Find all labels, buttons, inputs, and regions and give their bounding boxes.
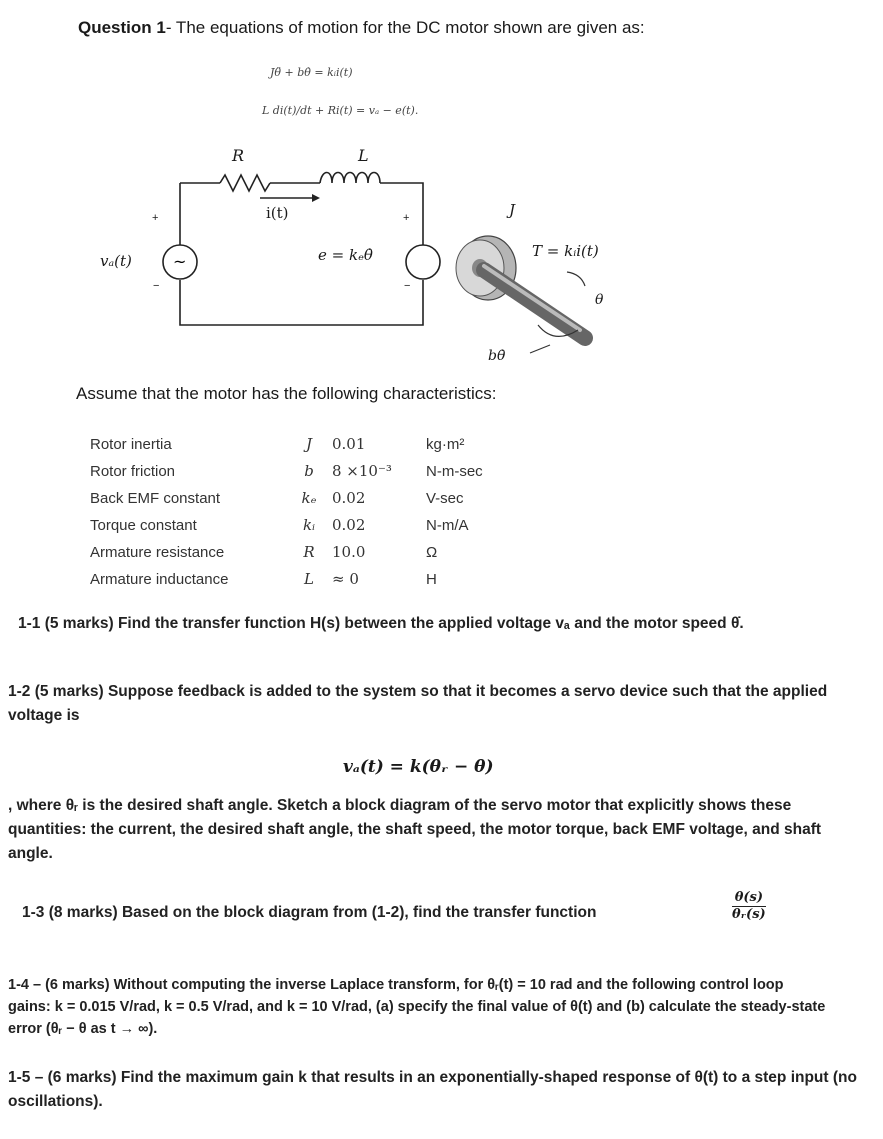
transfer-function-fraction	[732, 890, 766, 923]
char-symbol: kₑ	[301, 489, 317, 507]
table-row	[90, 432, 487, 459]
char-symbol: R	[303, 543, 315, 561]
source-plus: +	[152, 212, 159, 224]
characteristics-table	[90, 432, 487, 594]
inductor-symbol	[320, 173, 380, 184]
part-1-5: 1-5 – (6 marks) Find the maximum gain k that results in an exponentially-shaped response of θ(t) to a step input (no oscillations).	[8, 1069, 857, 1110]
question-number: Question 1	[78, 18, 166, 37]
motor-plus: +	[403, 212, 410, 224]
char-symbol: b	[304, 462, 314, 480]
char-unit: N-m/A	[426, 517, 469, 534]
question-title	[78, 18, 645, 38]
char-name: Rotor inertia	[90, 436, 172, 453]
char-name: Torque constant	[90, 517, 197, 534]
back-emf-label: e = kₑθ̇	[318, 246, 373, 264]
char-unit: H	[426, 571, 437, 588]
friction-arrow	[530, 345, 550, 353]
table-row	[90, 486, 487, 513]
table-row	[90, 567, 487, 594]
assume-text: Assume that the motor has the following characteristics:	[76, 384, 497, 403]
char-symbol: kᵢ	[302, 516, 316, 534]
theta-label: θ	[595, 292, 604, 308]
resistor-label: R	[232, 146, 245, 165]
table-row	[90, 459, 487, 486]
friction-label: bθ̇	[488, 348, 506, 364]
part-1-2: 1-2 (5 marks) Suppose feedback is added to the system so that it becomes a servo device such that the applied voltage is	[8, 683, 828, 724]
motor-circle	[406, 245, 440, 279]
fraction-numerator: θ(s)	[732, 890, 766, 907]
shaft	[484, 270, 585, 338]
part-1-2-equation: vₐ(t) = k(θᵣ − θ)	[343, 757, 494, 777]
part-1-2-continuation: , where θᵣ is the desired shaft angle. Sketch a block diagram of the servo motor that explicitly shows these quantities: the current, the desired shaft angle, the shaft speed, the motor torque, back EMF voltage, and shaft angle.	[8, 797, 822, 862]
motor-minus: −	[404, 280, 411, 292]
current-label: i(t)	[266, 204, 289, 222]
table-row	[90, 540, 487, 567]
char-name: Armature resistance	[90, 544, 225, 561]
char-unit: V-sec	[426, 490, 464, 507]
wire-bottom	[180, 280, 423, 325]
question-intro: - The equations of motion for the DC motor shown are given as:	[165, 18, 645, 37]
char-symbol: J	[305, 435, 312, 453]
char-value: ≈ 0	[332, 570, 359, 588]
char-value: 0.01	[332, 435, 366, 453]
char-unit: kg·m²	[426, 436, 465, 453]
char-name: Back EMF constant	[90, 490, 221, 507]
char-name: Rotor friction	[90, 463, 176, 480]
source-minus: −	[153, 280, 160, 292]
char-unit: N-m-sec	[426, 463, 483, 480]
wire-top-right	[380, 183, 423, 245]
inertia-label: J	[509, 201, 516, 219]
part-1-1: 1-1 (5 marks) Find the transfer function H(s) between the applied voltage vₐ and the motor speed θ̇.	[18, 615, 744, 632]
char-value: 10.0	[332, 543, 366, 561]
fraction-denominator: θᵣ(s)	[732, 907, 766, 922]
part-1-3: 1-3 (8 marks) Based on the block diagram from (1-2), find the transfer function	[22, 904, 597, 921]
current-arrowhead	[312, 194, 320, 202]
char-value: 0.02	[332, 516, 366, 534]
part-1-4: 1-4 – (6 marks) Without computing the inverse Laplace transform, for θᵣ(t) = 10 rad and the following control loop gains: k = 0.015 V/rad, k = 0.5 V/rad, and k = 10 V/rad, (a) specify the final value of θ(t) and (b) calculate the steady-state error (θᵣ − θ as t → ∞).	[8, 977, 826, 1037]
char-symbol: L	[304, 570, 314, 588]
resistor-symbol	[220, 175, 270, 191]
char-value: 8 ×10⁻³	[332, 462, 392, 480]
char-name: Armature inductance	[90, 571, 229, 588]
torque-label: T = kᵢi(t)	[532, 242, 599, 260]
source-voltage-label: vₐ(t)	[100, 252, 132, 270]
inductor-label: L	[358, 146, 369, 165]
equation-1: Jθ̈ + bθ̇ = kᵢi(t)	[270, 66, 353, 79]
table-row	[90, 513, 487, 540]
equation-2: L di(t)/dt + Ri(t) = vₐ − e(t).	[262, 104, 419, 117]
char-unit: Ω	[426, 544, 438, 561]
tilde-symbol: ~	[173, 252, 187, 271]
char-value: 0.02	[332, 489, 366, 507]
